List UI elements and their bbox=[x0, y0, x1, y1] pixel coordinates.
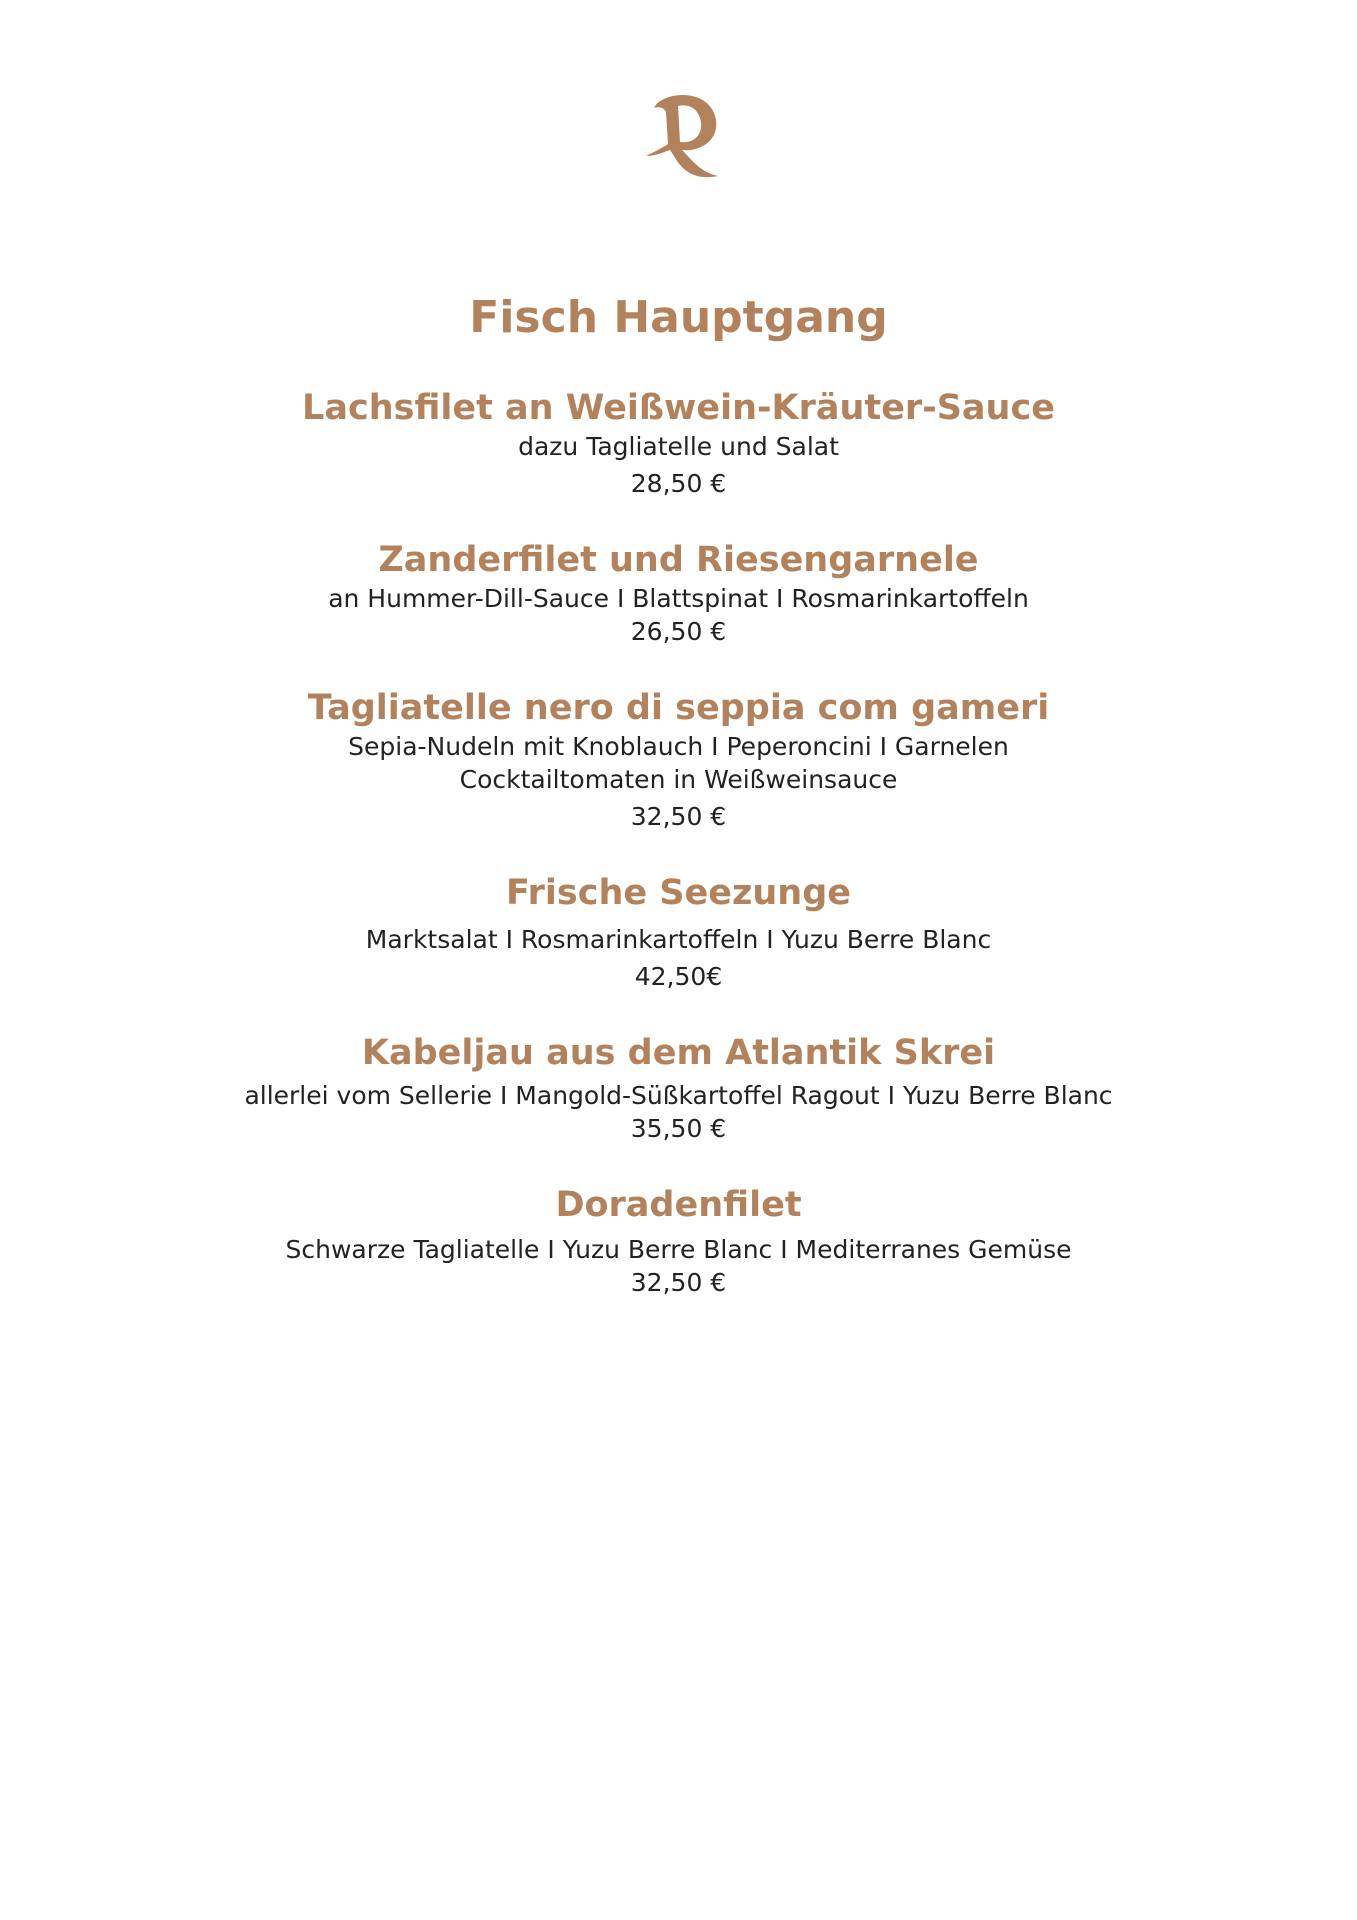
dish-item bbox=[0, 1183, 1357, 1299]
dish-name: Frische Seezunge bbox=[505, 873, 852, 913]
dish-item bbox=[0, 871, 1357, 993]
dish-name: Zanderfilet und Riesengarnele bbox=[378, 540, 979, 580]
menu-section bbox=[0, 290, 1357, 1337]
dish-description: Schwarze Tagliatelle I Yuzu Berre Blanc I Mediterranes Gemüse bbox=[285, 1235, 1072, 1264]
page-title: Fisch Hauptgang bbox=[469, 292, 888, 343]
dish-item bbox=[0, 686, 1357, 833]
dish-name: Kabeljau aus dem Atlantik Skrei bbox=[361, 1033, 996, 1073]
dish-item bbox=[0, 386, 1357, 500]
dish-price: 42,50€ bbox=[634, 962, 723, 991]
dish-description: Marktsalat I Rosmarinkartoffeln I Yuzu Berre Blanc bbox=[365, 925, 992, 954]
dish-price: 28,50 € bbox=[630, 469, 727, 498]
dish-item bbox=[0, 538, 1357, 648]
dish-description: dazu Tagliatelle und Salat bbox=[518, 432, 839, 461]
dish-price: 35,50 € bbox=[630, 1114, 727, 1143]
r-monogram-icon bbox=[640, 90, 722, 180]
dish-item bbox=[0, 1031, 1357, 1145]
dish-name: Doradenfilet bbox=[555, 1185, 802, 1225]
dish-price: 32,50 € bbox=[630, 1268, 727, 1297]
dish-price: 26,50 € bbox=[630, 617, 727, 646]
dish-description: allerlei vom Sellerie I Mangold-Süßkartoffel Ragout I Yuzu Berre Blanc bbox=[244, 1081, 1113, 1110]
dish-price: 32,50 € bbox=[630, 802, 727, 831]
dish-name: Tagliatelle nero di seppia com gameri bbox=[307, 688, 1050, 728]
dish-name: Lachsfilet an Weißwein-Kräuter-Sauce bbox=[302, 388, 1055, 428]
dish-description: Sepia-Nudeln mit Knoblauch I Peperoncini I Garnelen bbox=[348, 732, 1009, 761]
dish-description: an Hummer-Dill-Sauce I Blattspinat I Rosmarinkartoffeln bbox=[328, 584, 1029, 613]
dish-description: Cocktailtomaten in Weißweinsauce bbox=[459, 765, 898, 794]
